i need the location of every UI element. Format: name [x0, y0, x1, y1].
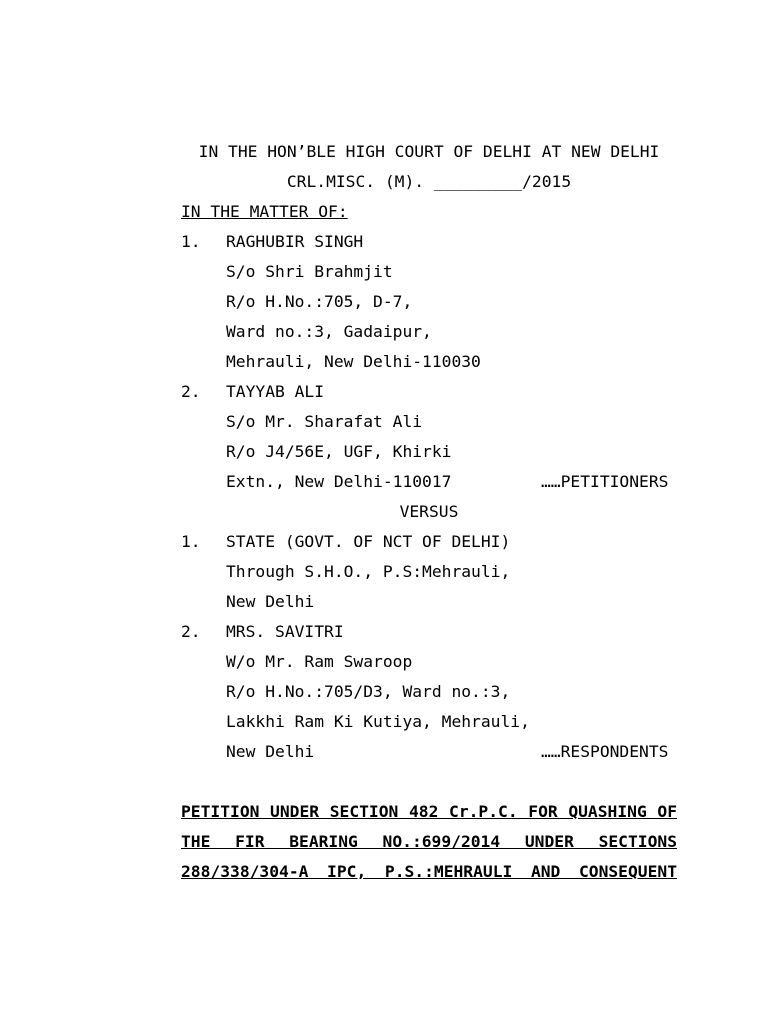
matter-heading-line: [181, 197, 677, 227]
court-title: IN THE HON’BLE HIGH COURT OF DELHI AT NEW DELHI: [198, 142, 660, 161]
case-number: CRL.MISC. (M). _________/2015: [286, 172, 572, 191]
petition-title-line-3: 288/338/304-A IPC, P.S.:MEHRAULI AND CONSEQUENT: [181, 862, 677, 881]
petitioner-1-name-line: [181, 227, 677, 257]
petitioner-2-name-line: [181, 377, 677, 407]
petitioner-1-address-line-1: R/o H.No.:705, D-7,: [226, 292, 413, 311]
petitioner-2-address-line-2: [181, 467, 677, 497]
versus-divider: VERSUS: [399, 502, 459, 521]
respondent-2: [181, 617, 677, 767]
respondent-1-number: 1.: [181, 532, 201, 551]
respondent-2-name-line: [181, 617, 677, 647]
respondent-2-name: MRS. SAVITRI: [226, 622, 344, 641]
petition-title-line-1: PETITION UNDER SECTION 482 Cr.P.C. FOR QUASHING OF: [181, 802, 677, 821]
respondent-1-name-line: [181, 527, 677, 557]
respondent-2-parentage: W/o Mr. Ram Swaroop: [226, 652, 413, 671]
petitioner-1: [181, 227, 677, 377]
petitioner-2-name: TAYYAB ALI: [226, 382, 325, 401]
blank-line: [181, 767, 677, 797]
matter-heading: IN THE MATTER OF:: [181, 202, 348, 221]
petitioner-2-address-text: Extn., New Delhi-110017: [226, 472, 452, 491]
petition-title-line-2: THE FIR BEARING NO.:699/2014 UNDER SECTIONS: [181, 832, 677, 851]
petitioner-1-address-line-2: Ward no.:3, Gadaipur,: [226, 322, 432, 341]
petitioners-label: ……PETITIONERS: [541, 472, 669, 491]
document-body: [181, 137, 677, 887]
petitioner-2: [181, 377, 677, 497]
respondent-1-through: Through S.H.O., P.S:Mehrauli,: [226, 562, 511, 581]
petitioner-1-parentage: S/o Shri Brahmjit: [226, 262, 393, 281]
respondent-2-address-line-2: Lakkhi Ram Ki Kutiya, Mehrauli,: [226, 712, 530, 731]
respondent-2-address-line-1: R/o H.No.:705/D3, Ward no.:3,: [226, 682, 511, 701]
petitioner-1-name: RAGHUBIR SINGH: [226, 232, 364, 251]
respondents-label: ……RESPONDENTS: [541, 742, 669, 761]
respondent-2-address-line-3: [181, 737, 677, 767]
respondent-1-name: STATE (GOVT. OF NCT OF DELHI): [226, 532, 511, 551]
respondent-2-city: New Delhi: [226, 742, 315, 761]
petitioner-1-number: 1.: [181, 232, 201, 251]
respondent-1-city: New Delhi: [226, 592, 315, 611]
petitioner-1-address-line-3: Mehrauli, New Delhi-110030: [226, 352, 481, 371]
petitioner-2-number: 2.: [181, 382, 201, 401]
petitioner-2-parentage: S/o Mr. Sharafat Ali: [226, 412, 423, 431]
petitioner-2-address-line-1: R/o J4/56E, UGF, Khirki: [226, 442, 452, 461]
respondent-2-number: 2.: [181, 622, 201, 641]
petition-title: [181, 797, 677, 887]
respondent-1: [181, 527, 677, 617]
